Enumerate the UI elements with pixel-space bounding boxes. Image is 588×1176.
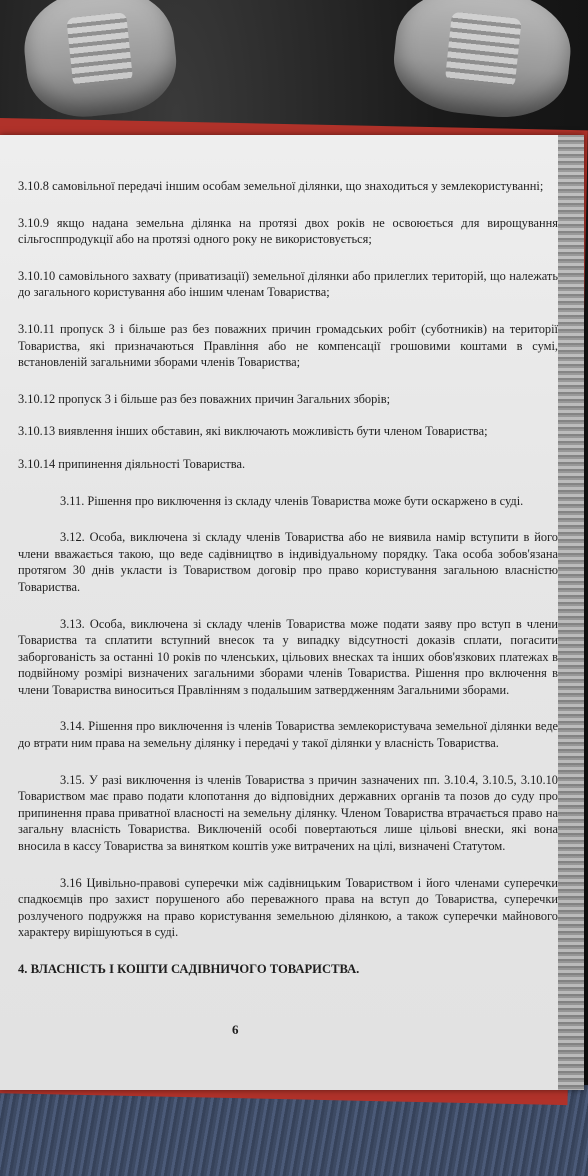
item-3-10-9: 3.10.9 якщо надана земельна ділянка на протязі двох років не освоюється для вирощування сільгосппродукції або на протязі одного року не використовується; [18, 215, 558, 247]
item-3-10-11: 3.10.11 пропуск 3 і більше раз без поважних причин громадських робіт (суботників) на території Товариства, які призначаються Правління або не компенсації грошовими коштами в сумі, встановленій загальними зборами членів Товариства; [18, 321, 558, 370]
item-3-10-8: 3.10.8 самовільної передачі іншим особам земельної ділянки, що знаходиться у землекористуванні; [18, 179, 544, 193]
paragraph-3-12: 3.12. Особа, виключена зі складу членів Товариства або не виявила намір вступити в його члени вважається такою, що веде садівництво в індивідуальному порядку. Така особа зобов'язана протягом 30 днів укласти із Товариством договір про право користування загальною власністю Товариства. [18, 530, 558, 594]
page-number: 6 [232, 1022, 239, 1037]
paragraph-3-13: 3.13. Особа, виключена зі складу членів Товариства може подати заяву про вступ в члени Товариства та сплатити вступний внесок та у випадку відсутності доказів сплати, погасити заборгованість за останні 10 років по членських, цільових внесках та інших обов'язкових платежах в подвійному розмірі визначених загальними зборами членів Товариства. Рішення про включення в члени Товариства виноситься Правлінням з подальшим затвердженням Загальними зборами. [18, 616, 558, 697]
paragraph-3-11: 3.11. Рішення про виключення із складу членів Товариства може бути оскаржено в суді. [60, 493, 524, 508]
section-heading: 4. ВЛАСНІСТЬ І КОШТИ САДІВНИЧОГО ТОВАРИСТВА. [18, 962, 360, 976]
document-text [18, 178, 558, 978]
paragraph-3-14: 3.14. Рішення про виключення із членів Товариства землекористувача земельної ділянки веде до втрати ним права на земельну ділянку і передачі у такої ділянки у власність Товариства. [18, 719, 558, 751]
paragraph-3-15: 3.15. У разі виключення із членів Товариства з причин зазначених пп. 3.10.4, 3.10.5, 3.10.10 Товариством має право подати клопотання до відповідних державних органів та позов до суду про припинення права приватної власності на земельну ділянку. Членом Товариства втрачається право на загальну власність Товариства. Виключеній особі повертаються лише цільові внески, які вона вносила в кассу Товариства за винятком коштів уже витрачених на цілі, визначені Статутом. [18, 772, 558, 854]
paragraph-3-16: 3.16 Цивільно-правові суперечки між садівницьким Товариством і його членами суперечки спадкоємців про захист порушеного або переважного права на вступ до Товариства, суперечки розлученого подружжя на право користування земельною ділянкою, а також суперечки майнового характеру вирішуються в суді. [18, 875, 558, 940]
item-3-10-13: 3.10.13 виявлення інших обставин, які виключають можливість бути членом Товариства; [18, 424, 488, 439]
item-3-10-14: 3.10.14 припинення діяльності Товариства. [18, 456, 246, 471]
item-3-10-10: 3.10.10 самовільного захвату (приватизації) земельної ділянки або прилеглих територій, що належать до загального користування або іншим членам Товариства; [18, 268, 558, 300]
item-3-10-12: 3.10.12 пропуск 3 і більше раз без поважних причин Загальних зборів; [18, 391, 391, 406]
